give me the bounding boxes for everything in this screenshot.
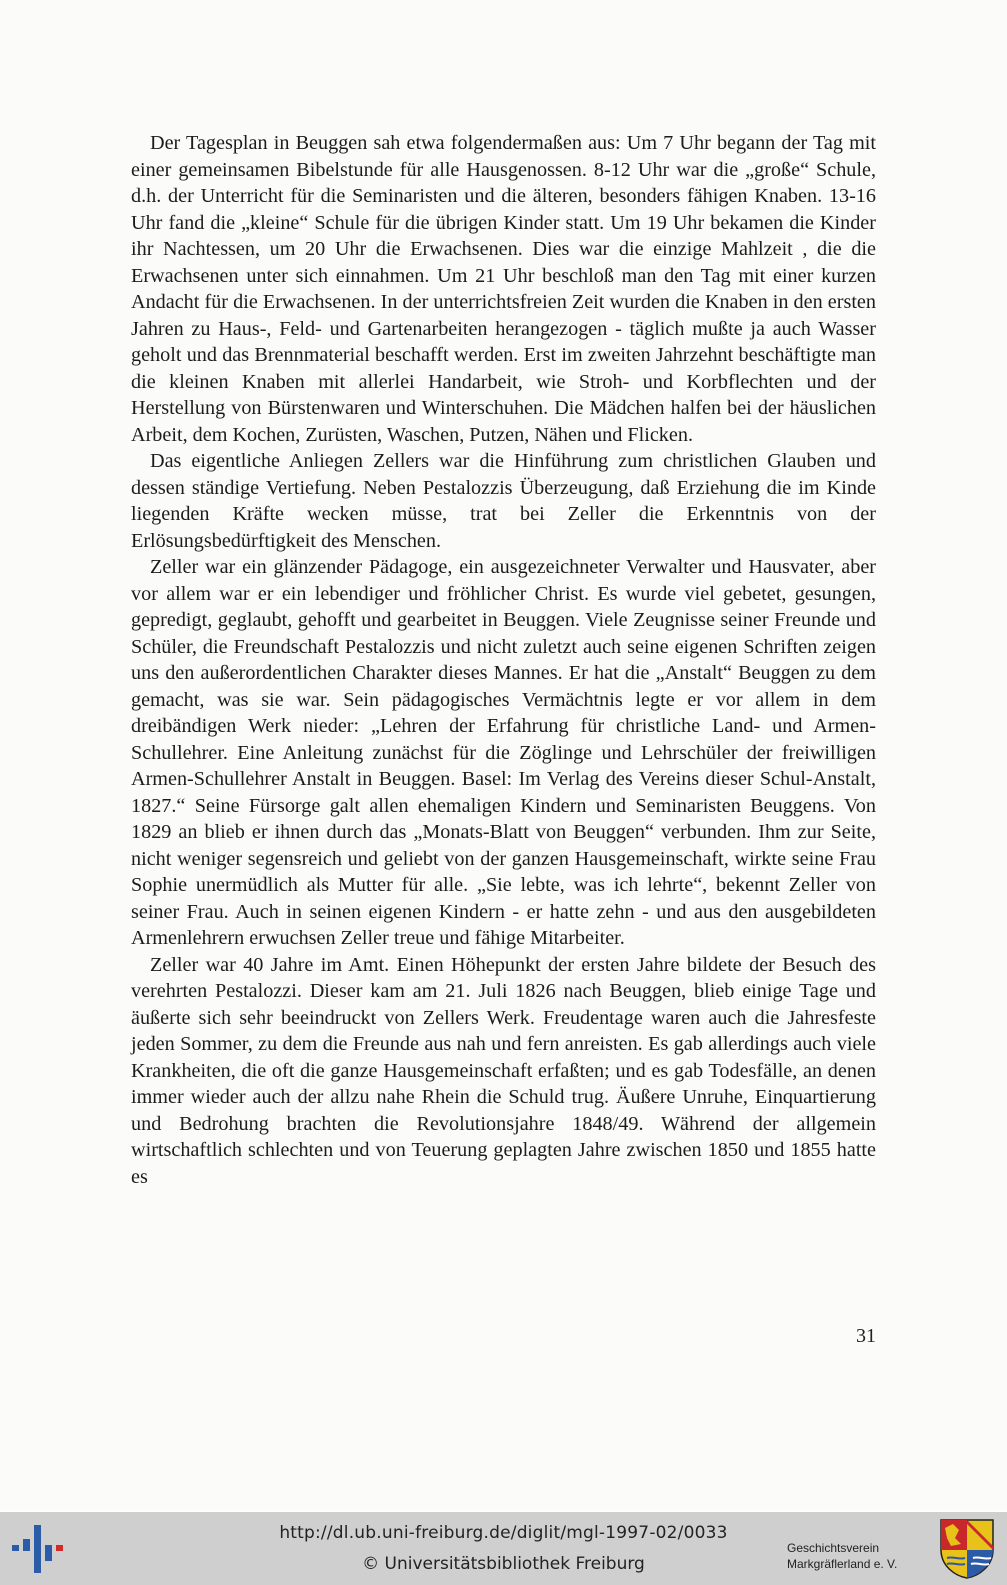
- society-line-2: Markgräflerland e. V.: [787, 1557, 898, 1571]
- paragraph-4: Zeller war 40 Jahre im Amt. Einen Höhepunkt der ersten Jahre bildete der Besuch des verehrten Pestalozzi. Dieser kam am 21. Juli 1826 nach Beuggen, blieb einige Tage und äußerte sich sehr beeindruckt von Zellers Werk. Freudentage waren auch die Jahresfeste jeden Sommer, zu dem die Freunde aus nah und fern anreisten. Es gab allerdings auch viele Krankheiten, die oft die ganze Hausgemeinschaft erfaßten; und es gab Todesfälle, an denen immer wieder auch der allzu nahe Rhein die Schuld trug. Äußere Unruhe, Einquartierung und Bedrohung brachten die Revolutionsjahre 1848/49. Während der allgemein wirtschaftlich schlechten und von Teuerung geplagten Jahre zwischen 1850 und 1855 hatte es: [131, 953, 876, 1188]
- paragraph-2: Das eigentliche Anliegen Zellers war die Hinführung zum christlichen Glauben und dessen ständige Vertiefung. Neben Pestalozzis Überzeugung, daß Erziehung die im Kinde liegenden Kräfte wecken müsse, trat bei Zeller die Erkenntnis von der Erlösungsbedürftigkeit des Menschen.: [131, 450, 876, 552]
- paragraph-1: Der Tagesplan in Beuggen sah etwa folgendermaßen aus: Um 7 Uhr begann der Tag mit einer gemeinsamen Bibelstunde für alle Hausgenossen. 8-12 Uhr war die „große“ Schule, d.h. der Unterricht für die Seminaristen und die älteren, besonders fähigen Knaben. 13-16 Uhr fand die „kleine“ Schule für die übrigen Kinder statt. Um 19 Uhr bekamen die Kinder ihr Nachtessen, um 20 Uhr die Erwachsenen. Dies war die einzige Mahlzeit , die die Erwachsenen unter sich einnahmen. Um 21 Uhr beschloß man den Tag mit einer kurzen Andacht für die Erwachsenen. In der unterrichtsfreien Zeit wurden die Knaben in den ersten Jahren zu Haus-, Feld- und Gartenarbeiten herangezogen - täglich mußte ja auch Wasser geholt und das Brennmaterial beschafft werden. Erst im zweiten Jahrzehnt beschäftigte man die kleinen Knaben mit allerlei Handarbeit, wie Stroh- und Korbflechten und der Herstellung von Bürstenwaren und Winterschuhen. Die Mädchen halfen bei der häuslichen Arbeit, dem Kochen, Zurüsten, Waschen, Putzen, Nähen und Flicken.: [131, 132, 876, 446]
- coat-of-arms-icon: [939, 1518, 995, 1580]
- paragraph-3: Zeller war ein glänzender Pädagoge, ein ausgezeichneter Verwalter und Hausvater, aber vor allem war er ein lebendiger und fröhlicher Christ. Es wurde viel gebetet, gesungen, gepredigt, geglaubt, gehofft und gearbeitet in Beuggen. Viele Zeugnisse seiner Freunde und Schüler, die Freundschaft Pestalozzis und nicht zuletzt auch seine eigenen Schriften zeigen uns den außerordentlichen Charakter dieses Mannes. Er hat die „Anstalt“ Beuggen zu dem gemacht, was sie war. Sein pädagogisches Vermächtnis legte er vor allem in dem dreibändigen Werk nieder: „Lehren der Erfahrung für christliche Land- und Armen-Schullehrer. Eine Anleitung zunächst für die Zöglinge und Lehrschüler der freiwilligen Armen-Schullehrer Anstalt in Beuggen. Basel: Im Verlag des Vereins dieser Schul-Anstalt, 1827.“ Seine Fürsorge galt allen ehemaligen Kindern und Seminaristen Beuggens. Von 1829 an blieb er ihnen durch das „Monats-Blatt von Beuggen“ verbunden. Ihm zur Seite, nicht weniger segensreich und geliebt von der ganzen Hausgemeinschaft, wirkte seine Frau Sophie unermüdlich als Mutter für alle. „Sie lebte, was ich lehrte“, bekennt Zeller von seiner Frau. Auch in seinen eigenen Kindern - er hatte zehn - und aus den ausgebildeten Armenlehrern erwuchsen Zeller treue und fähige Mitarbeiter.: [131, 556, 876, 949]
- footer-url-link[interactable]: http://dl.ub.uni-freiburg.de/diglit/mgl-1997-02/0033: [279, 1523, 728, 1543]
- society-line-1: Geschichtsverein: [787, 1541, 880, 1555]
- page-number: 31: [856, 1325, 876, 1347]
- society-name: [787, 1540, 927, 1572]
- body-text: [131, 130, 876, 1190]
- footer-copyright: © Universitätsbibliothek Freiburg: [362, 1554, 645, 1574]
- footer-bar: [0, 1512, 1007, 1585]
